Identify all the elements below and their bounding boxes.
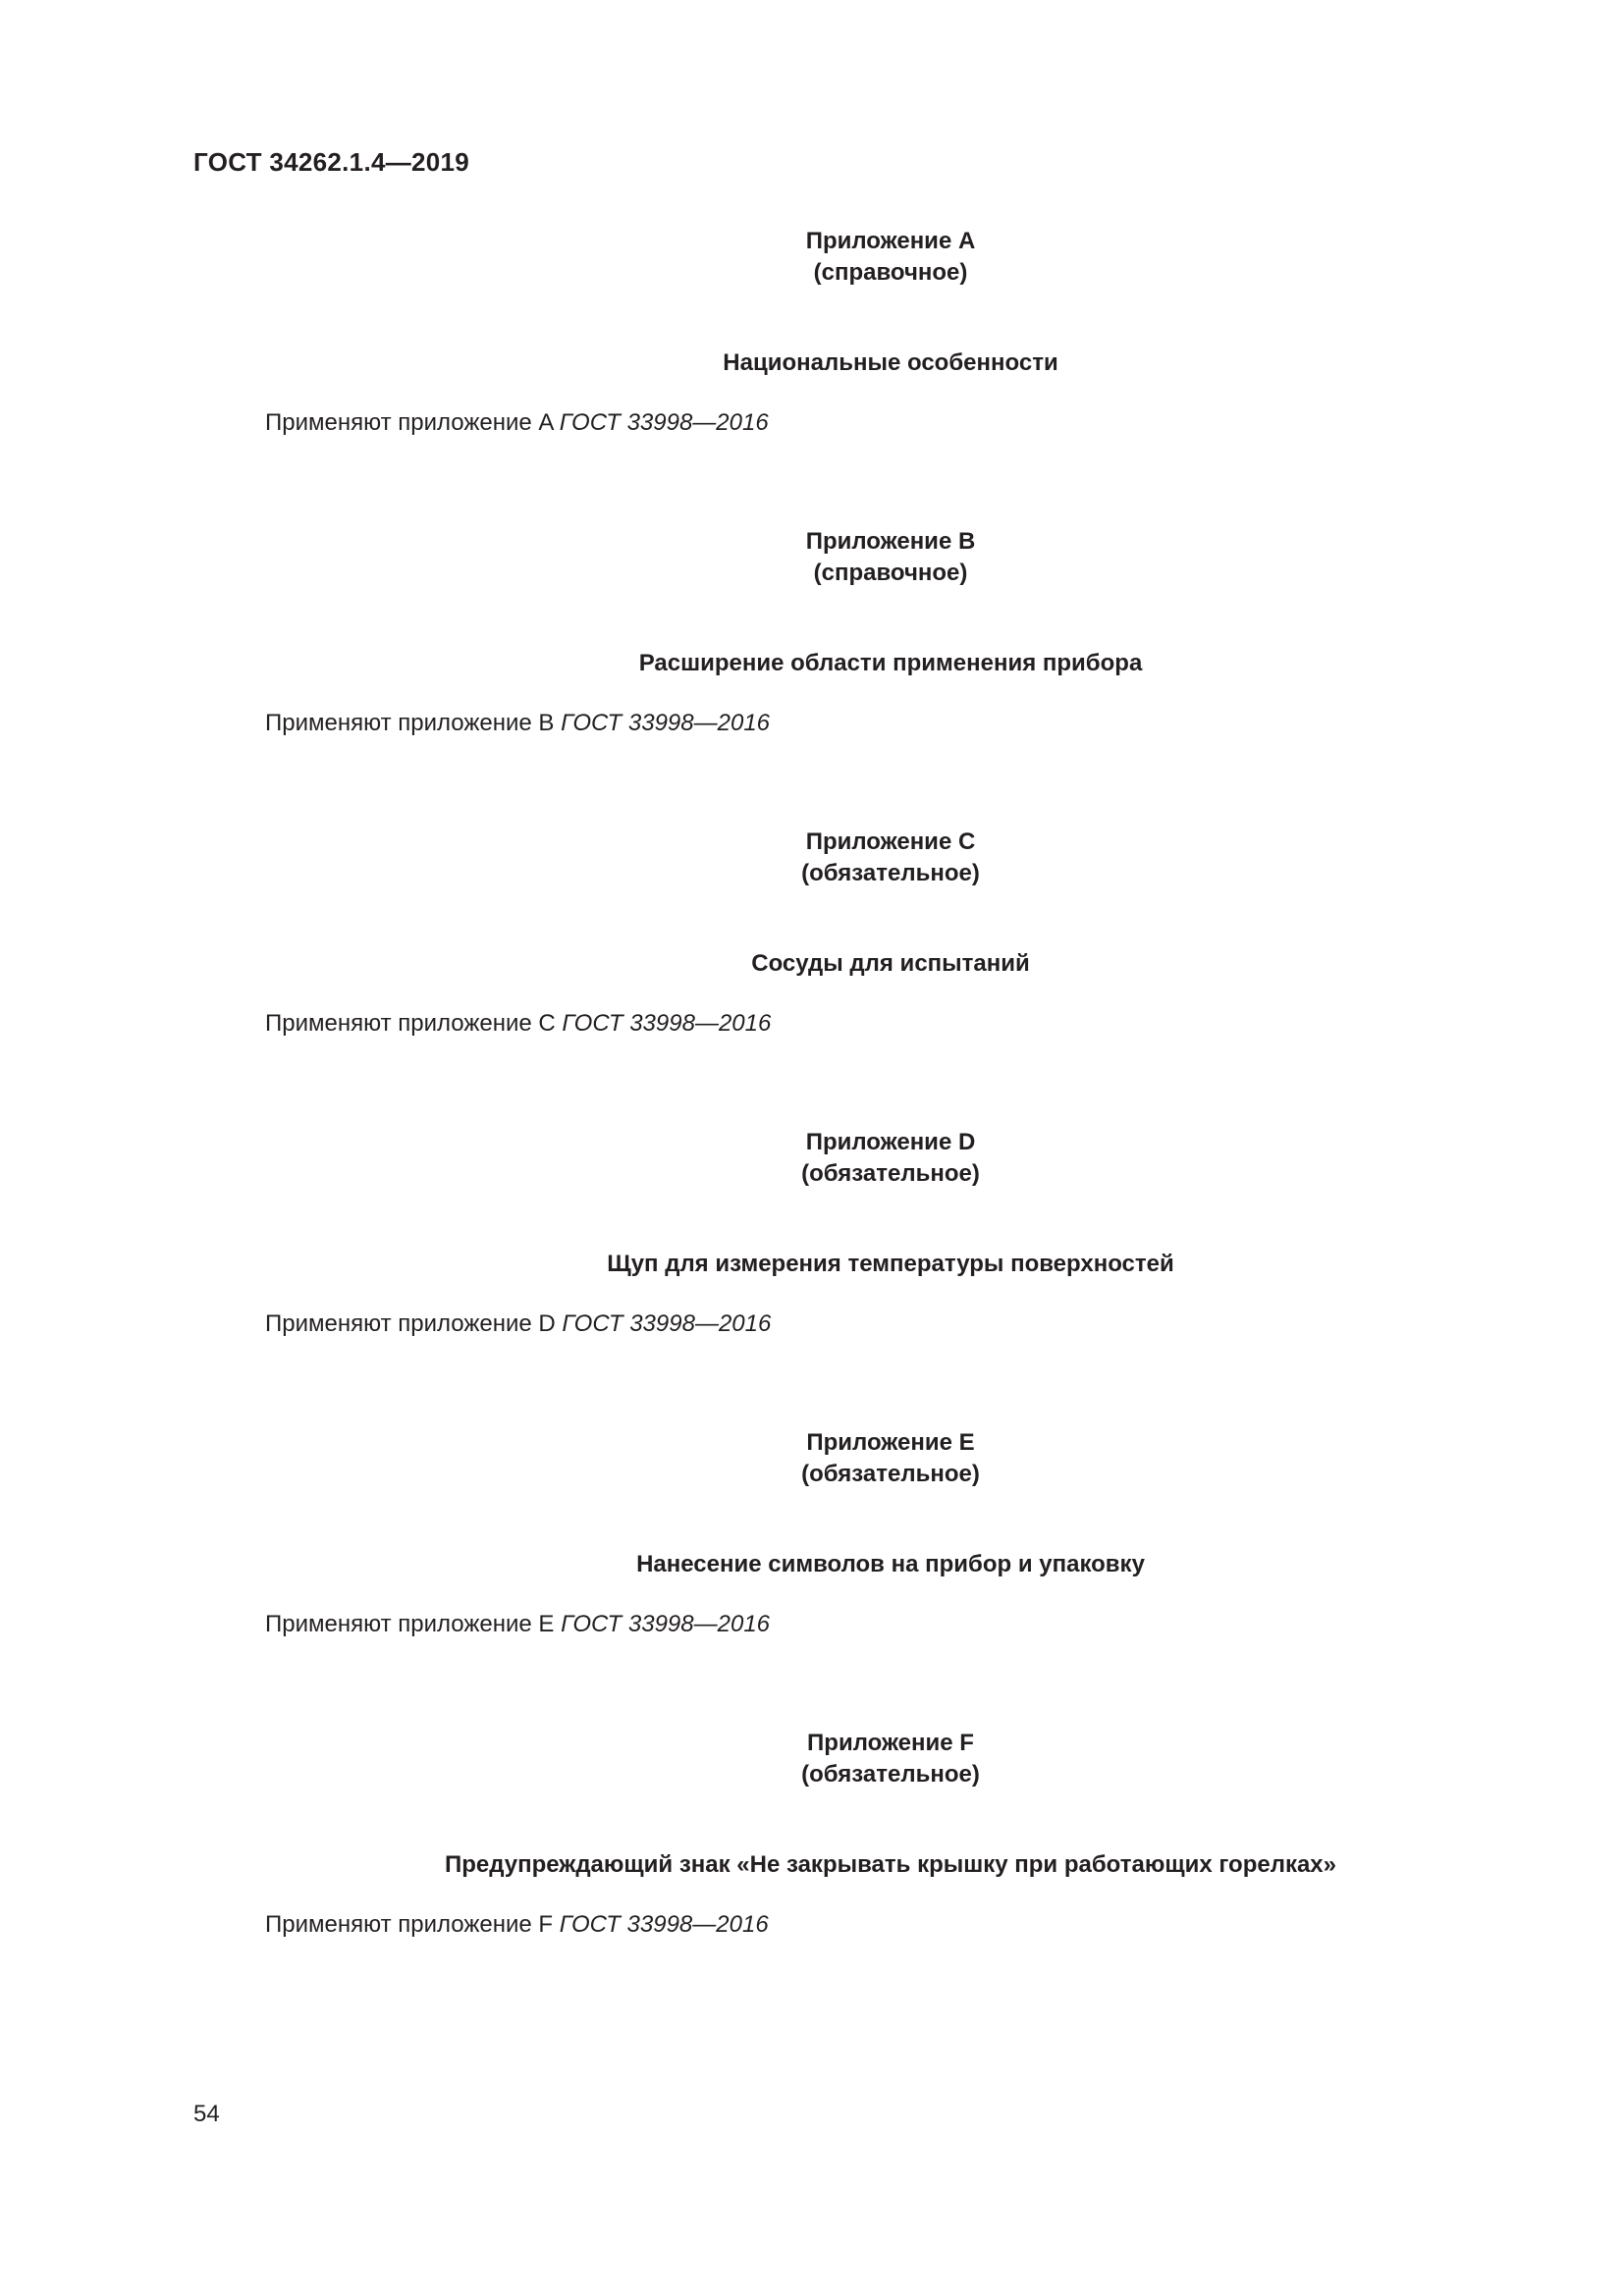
annex-c — [193, 827, 1521, 1127]
annex-status: (обязательное) — [801, 1160, 980, 1187]
annex-title: Щуп для измерения температуры поверхностей — [607, 1251, 1174, 1277]
annex-label: Приложение D — [805, 1129, 976, 1155]
annex-title: Сосуды для испытаний — [751, 950, 1030, 977]
annex-status: (обязательное) — [801, 1761, 980, 1788]
annex-body — [265, 1909, 769, 1941]
annex-b — [193, 526, 1521, 827]
annex-status: (обязательное) — [801, 1461, 980, 1487]
page-number: 54 — [193, 2101, 220, 2127]
annex-body — [265, 1008, 771, 1040]
annex-heading — [193, 1427, 1521, 1490]
standard-reference: ГОСТ 33998—2016 — [561, 710, 771, 736]
annex-a — [193, 226, 1521, 526]
annex-label: Приложение C — [805, 828, 976, 855]
page-header-standard-code: ГОСТ 34262.1.4—2019 — [193, 147, 470, 177]
standard-reference: ГОСТ 33998—2016 — [559, 409, 769, 436]
annex-label: Приложение B — [805, 528, 976, 555]
annex-status: (справочное) — [813, 259, 968, 286]
annex-body — [265, 708, 770, 739]
annex-title: Нанесение символов на прибор и упаковку — [636, 1551, 1145, 1577]
annex-body — [265, 407, 769, 439]
annex-title: Расширение области применения прибора — [638, 650, 1143, 676]
standard-reference: ГОСТ 33998—2016 — [562, 1310, 772, 1337]
annex-label: Приложение E — [806, 1429, 975, 1456]
annex-list — [193, 226, 1521, 2028]
standard-reference: ГОСТ 33998—2016 — [562, 1010, 772, 1037]
annex-body — [265, 1308, 771, 1340]
annex-heading — [193, 1728, 1521, 1790]
standard-reference: ГОСТ 33998—2016 — [561, 1611, 771, 1637]
annex-status: (справочное) — [813, 560, 968, 586]
annex-d — [193, 1127, 1521, 1427]
annex-body-text: Применяют приложение F — [265, 1911, 554, 1938]
annex-body-text: Применяют приложение B — [265, 710, 555, 736]
annex-heading — [193, 1127, 1521, 1190]
annex-heading — [193, 827, 1521, 889]
annex-body-text: Применяют приложение C — [265, 1010, 556, 1037]
annex-body-text: Применяют приложение E — [265, 1611, 555, 1637]
annex-label: Приложение A — [805, 228, 976, 254]
annex-label: Приложение F — [807, 1730, 974, 1756]
standard-reference: ГОСТ 33998—2016 — [559, 1911, 769, 1938]
annex-body-text: Применяют приложение A — [265, 409, 554, 436]
annex-e — [193, 1427, 1521, 1728]
annex-heading — [193, 226, 1521, 289]
annex-f — [193, 1728, 1521, 2028]
annex-heading — [193, 526, 1521, 589]
annex-status: (обязательное) — [801, 860, 980, 886]
annex-title: Предупреждающий знак «Не закрывать крышку при работающих горелках» — [444, 1851, 1336, 1878]
annex-body-text: Применяют приложение D — [265, 1310, 556, 1337]
annex-title: Национальные особенности — [723, 349, 1058, 376]
annex-body — [265, 1609, 770, 1640]
